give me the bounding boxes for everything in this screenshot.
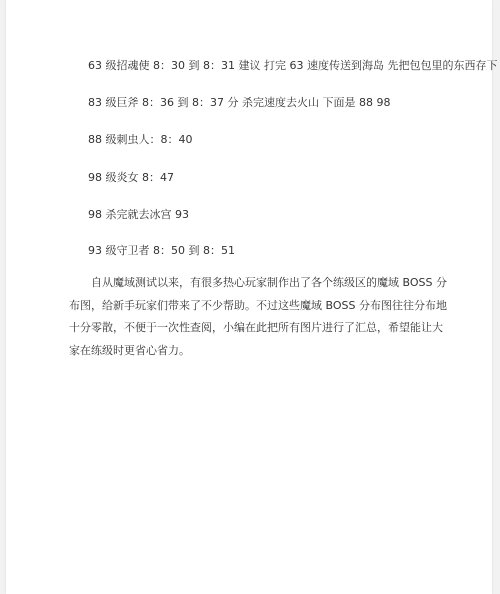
text-line-boss-98: 98 级炎女 8：47	[88, 171, 174, 184]
document-page	[6, 0, 498, 594]
text-line-boss-88: 88 级刺虫人：8：40	[88, 133, 193, 146]
text-line-boss-93: 93 级守卫者 8：50 到 8：51	[88, 244, 235, 257]
text-line-boss-83: 83 级巨斧 8：36 到 8：37 分 杀完速度去火山 下面是 88 98	[88, 96, 391, 109]
text-line-boss-63: 63 级招魂使 8：30 到 8：31 建议 打完 63 速度传送到海岛 先把包包里的东西存下	[88, 59, 498, 72]
text-line-ice-palace: 98 杀完就去冰宫 93	[88, 208, 189, 221]
summary-paragraph: 自从魔域测试以来，有很多热心玩家制作出了各个练级区的魔域 BOSS 分布图，给新手玩家们带来了不少帮助。不过这些魔域 BOSS 分布图往往分布地十分零散，不便于一次性查阅，小编在此把所有图片进行了汇总，希望能让大家在练级时更省心省力。	[69, 276, 447, 357]
